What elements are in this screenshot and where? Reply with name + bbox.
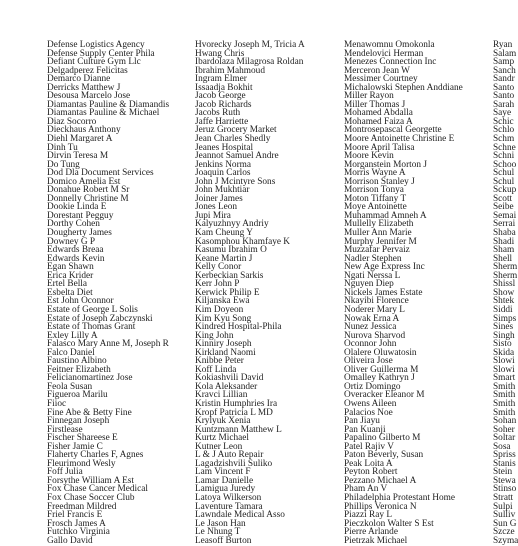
name-entry: Fleurimond Wesly [47, 458, 116, 469]
name-entry: Pham An V [344, 484, 388, 495]
name-entry: Saye [493, 108, 512, 119]
name-entry: Foff Julia [47, 467, 83, 478]
name-entry: Moton Tiffany T [344, 193, 407, 204]
name-entry: Shissl [493, 279, 516, 290]
name-entry: Sulpi [493, 501, 513, 512]
name-entry: Nurova Sharvod [344, 330, 406, 341]
name-entry: Szyma [493, 535, 518, 546]
name-entry: Jones Leon [195, 202, 238, 213]
name-entry: Singh [493, 330, 515, 341]
name-entry: Finnegan Joseph [47, 416, 110, 427]
name-entry: Sarah [493, 99, 515, 110]
name-entry: Kropf Patricia L MD [195, 407, 273, 418]
name-entry: Flaherty Charles F, Agnes [47, 450, 144, 461]
name-entry: Smith [493, 381, 516, 392]
name-entry: Shadi [493, 236, 515, 247]
name-entry: Morganstein Morton J [344, 159, 427, 170]
name-entry: Ortiz Domingo [344, 381, 401, 392]
name-entry: Feitner Elizabeth [47, 364, 111, 375]
name-entry: John Mukhtiar [195, 185, 250, 196]
name-entry: Sanch [493, 65, 516, 76]
name-entry: Nkayibi Florence [344, 296, 409, 307]
name-entry: Soher [493, 424, 515, 435]
name-entry: Pan Kuanji [344, 424, 386, 435]
name-entry: Est John Oconnor [47, 296, 114, 307]
name-entry: Dookie Linda E [47, 202, 107, 213]
name-entry: Serrai [493, 219, 516, 230]
name-entry: Moore April Talisa [344, 142, 415, 153]
name-entry: Schlo [493, 125, 515, 136]
name-entry: Sisto [493, 339, 512, 350]
name-entry: Pezzano Michael A [344, 475, 417, 486]
name-entry: Dougherty James [47, 228, 112, 239]
name-entry: Estate of Joseph Zabczynski [47, 313, 153, 324]
name-entry: Koff Linda [195, 364, 237, 375]
name-entry: Slowi [493, 364, 515, 375]
name-entry: Downey G P [47, 236, 96, 247]
name-entry: Kutner Leon [195, 441, 243, 452]
name-entry: Smart [493, 373, 516, 384]
name-entry: Lamar Danielle [195, 475, 254, 486]
name-entry: Jean Charles Shedly [195, 134, 271, 145]
name-entry: Jeannot Samuel Andre [195, 151, 279, 162]
name-entry: Mohamed Faiza A [344, 116, 413, 127]
name-entry: Delgadperez Felicitas [47, 65, 128, 76]
name-entry: Phillips Veronica N [344, 501, 417, 512]
name-entry: Dod Dla Document Services [47, 168, 154, 179]
name-entry: Peyton Robert [344, 467, 398, 478]
name-entry: Salam [493, 48, 517, 59]
name-entry: Demarco Dianne [47, 74, 111, 85]
name-entry: Lagadzishvili Suliko [195, 458, 273, 469]
name-entry: Issaadja Bokhit [195, 82, 253, 93]
name-entry: Defense Supply Center Phila [47, 48, 155, 59]
name-entry: Murphy Jennifer M [344, 236, 417, 247]
name-entry: Kerbeckian Sarkis [195, 270, 264, 281]
name-entry: Estate of George L Solis [47, 304, 138, 315]
name-entry: Keane Martin J [195, 253, 253, 264]
name-entry: Seibe [493, 202, 514, 213]
name-entry: Jeanes Hospital [195, 142, 254, 153]
name-entry: Nunez Jessica [344, 322, 397, 333]
name-entry: Kasomphou Khamfaye K [195, 236, 291, 247]
name-entry: Pieczkolon Walter S Est [344, 518, 434, 529]
name-entry: Dieckhaus Anthony [47, 125, 121, 136]
name-entry: Owens Aileen [344, 398, 397, 409]
name-entry: Sohan [493, 416, 517, 427]
name-entry: Overacker Eleanor M [344, 390, 425, 401]
name-entry: Pietrzak Michael [344, 535, 408, 546]
name-entry: Sandr [493, 74, 515, 85]
name-entry: King John [195, 330, 234, 341]
name-entry: Sckup [493, 185, 517, 196]
name-entry: Fox Chase Cancer Medical [47, 484, 148, 495]
name-entry: Sherm [493, 262, 518, 273]
name-entry: Jacob Richards [195, 99, 252, 110]
name-entry: Nadler Stephen [344, 253, 402, 264]
name-entry: Gallo David [47, 535, 93, 546]
name-entry: Schne [493, 142, 516, 153]
name-entry: Kerwick Philip E [195, 287, 260, 298]
name-column-4 [493, 41, 518, 545]
name-entry: Esbelta Diet [47, 287, 93, 298]
name-entry: Kam Cheung Y [195, 228, 254, 239]
name-entry: Muzzafar Pervaiz [344, 245, 410, 256]
name-entry: Smith [493, 407, 516, 418]
name-entry: Le Jason Han [195, 518, 246, 529]
name-entry: Menezes Connection Inc [344, 57, 437, 68]
name-entry: Michalowski Stephen Anddiane [344, 82, 463, 93]
name-entry: Morrison Stanley J [344, 176, 415, 187]
name-entry: Morrison Tonya [344, 185, 404, 196]
name-entry: Kristin Humphries Ira [195, 398, 278, 409]
name-entry: Schoo [493, 159, 517, 170]
name-entry: Moye Antoinette [344, 202, 407, 213]
name-entry: Omalley Kathryn J [344, 373, 415, 384]
name-entry: Ryan [493, 40, 513, 50]
name-entry: John J Mcintyre Sons [195, 176, 276, 187]
name-entry: Erica Krider [47, 270, 94, 281]
name-entry: Pan Jiayu [344, 416, 380, 427]
name-entry: Kim Kyu Song [195, 313, 252, 324]
name-entry: Morris Wayne A [344, 168, 406, 179]
name-entry: Exley Lilly A [47, 330, 98, 341]
name-entry: Kiljanska Ewa [195, 296, 250, 307]
name-entry: Do Tung [47, 159, 80, 170]
name-entry: Schul [493, 176, 515, 187]
name-entry: Shtek [493, 296, 515, 307]
name-entry: Dirvin Teresa M [47, 151, 109, 162]
name-entry: Ibrahim Mahmoud [195, 65, 265, 76]
name-entry: Laventure Tamara [195, 501, 263, 512]
name-entry: Diamantas Pauline & Diamandis [47, 99, 170, 110]
name-entry: Firstlease [47, 424, 83, 435]
name-entry: Frosch James A [47, 518, 106, 529]
name-entry: Mendelovici Herman [344, 48, 424, 59]
name-entry: Ngati Nerssa L [344, 270, 401, 281]
name-entry: Muller Ann Marie [344, 228, 412, 239]
name-entry: Peak Loita A [344, 458, 393, 469]
name-entry: Santo [493, 91, 515, 102]
name-entry: Semai [493, 210, 517, 221]
name-entry: Fisher Jamie C [47, 441, 103, 452]
name-entry: Dorestant Pegguy [47, 210, 114, 221]
name-entry: Ertel Bella [47, 279, 88, 290]
name-entry: Leasoff Burton [195, 535, 252, 546]
name-entry: Sham [493, 245, 515, 256]
name-entry: Slowi [493, 356, 515, 367]
name-entry: New Age Express Inc [344, 262, 425, 273]
name-entry: Kerr John P [195, 279, 240, 290]
name-entry: Jacobs Ruth [195, 108, 241, 119]
name-entry: Fiioc [47, 398, 67, 409]
name-column-1 [47, 41, 169, 545]
name-entry: Stratt [493, 492, 514, 503]
name-entry: Hvorecky Joseph M, Tricia A [195, 40, 305, 50]
name-entry: Oliver Guillerma M [344, 364, 419, 375]
name-entry: Jenkins Norma [195, 159, 252, 170]
name-entry: Derricks Matthew J [47, 82, 121, 93]
name-entry: Paton Beverly, Susan [344, 450, 424, 461]
name-entry: Spriss [493, 450, 516, 461]
name-entry: Sherm [493, 270, 518, 281]
name-entry: Fox Chase Soccer Club [47, 492, 135, 503]
name-entry: Lamigua Juredy [195, 484, 256, 495]
name-entry: Piazzi Ray L [344, 510, 393, 521]
name-entry: Oconnor John [344, 339, 397, 350]
name-entry: Diehl Margaret A [47, 134, 113, 145]
name-entry: Schm [493, 134, 515, 145]
name-entry: Schic [493, 116, 514, 127]
name-entry: Siddi [493, 304, 513, 315]
name-entry: Stanis [493, 458, 516, 469]
name-entry: Donahue Robert M Sr [47, 185, 130, 196]
name-entry: Kasumu Ibrahim O [195, 245, 267, 256]
name-entry: Feola Susan [47, 381, 93, 392]
name-entry: Stewa [493, 475, 516, 486]
name-entry: Diamantas Pauline & Michael [47, 108, 160, 119]
name-entry: Soltar [493, 433, 516, 444]
name-entry: Pierre Arlande [344, 527, 398, 538]
name-entry: Felicianomartinez Jose [47, 373, 133, 384]
name-entry: Forsythe William A Est [47, 475, 135, 486]
name-entry: Messimer Courtney [344, 74, 418, 85]
name-entry: Miller Rayon [344, 91, 394, 102]
name-entry: Merceron Jean W [344, 65, 410, 76]
name-entry: Jacob George [195, 91, 246, 102]
name-entry: Philadelphia Protestant Home [344, 492, 456, 503]
name-entry: Sun G [493, 518, 517, 529]
name-entry: Kurtz Michael [195, 433, 249, 444]
name-entry: Dorthy Cohen [47, 219, 100, 230]
name-entry: Papalino Gilberto M [344, 433, 421, 444]
name-entry: Diaz Socorro [47, 116, 97, 127]
name-entry: Friel Francis E [47, 510, 103, 521]
name-entry: Defense Logistics Agency [47, 40, 145, 50]
name-entry: Nowak Erna A [344, 313, 400, 324]
name-entry: Kelly Conor [195, 262, 242, 273]
name-entry: Simps [493, 313, 517, 324]
name-entry: Skida [493, 347, 515, 358]
name-column-2 [195, 41, 305, 545]
name-entry: Joiner James [195, 193, 243, 204]
name-entry: Mullelly Elizabeth [344, 219, 414, 230]
name-entry: Stinso [493, 484, 517, 495]
name-entry: Sosa [493, 441, 511, 452]
name-entry: Moore Antoinette Christine E [344, 134, 455, 145]
name-entry: Mohamed Abdalla [344, 108, 413, 119]
name-entry: Fine Abe & Betty Fine [47, 407, 132, 418]
name-entry: Jupi Mira [195, 210, 231, 221]
name-entry: Falco Daniel [47, 347, 95, 358]
name-entry: Noderer Mary L [344, 304, 405, 315]
name-entry: Shaba [493, 228, 516, 239]
name-entry: Desousa Marcelo Jose [47, 91, 131, 102]
name-entry: Schul [493, 168, 515, 179]
name-entry: Ingram Elmer [195, 74, 247, 85]
name-column-3 [344, 41, 463, 545]
name-entry: Egan Shawn [47, 262, 94, 273]
name-entry: Dinh Tu [47, 142, 78, 153]
name-entry: Kinniry Joseph [195, 339, 252, 350]
name-entry: Kuntzmann Matthew L [195, 424, 282, 435]
name-entry: Falasco Mary Anne M, Joseph R [47, 339, 169, 350]
name-entry: Defiant Culture Gym Llc [47, 57, 141, 68]
name-entry: Kola Aleksander [195, 381, 258, 392]
name-entry: Smith [493, 398, 516, 409]
name-entry: Knibbe Peter [195, 356, 244, 367]
name-entry: Sines [493, 322, 514, 333]
name-entry: Muhammad Amneh A [344, 210, 427, 221]
name-entry: Kalyuzhnyy Andriy [195, 219, 269, 230]
name-entry: Lawndale Medical Asso [195, 510, 285, 521]
name-entry: Latoya Wilkerson [195, 492, 262, 503]
name-entry: Scott [493, 193, 513, 204]
name-entry: Futchko Virginia [47, 527, 110, 538]
name-entry: Lam Vincent F [195, 467, 251, 478]
name-entry: Menawomnu Omokonla [344, 40, 435, 50]
name-entry: Oliveira Jose [344, 356, 393, 367]
name-entry: Smith [493, 390, 516, 401]
name-entry: L & J Auto Repair [195, 450, 264, 461]
name-entry: Stein [493, 467, 513, 478]
name-entry: Patel Rajiv V [344, 441, 394, 452]
name-entry: Montrosepascal Georgette [344, 125, 442, 136]
name-entry: Edwards Breaa [47, 245, 104, 256]
name-entry: Freedman Mildred [47, 501, 117, 512]
name-entry: Show [493, 287, 515, 298]
name-entry: Santo [493, 82, 515, 93]
name-entry: Nickels James Estate [344, 287, 423, 298]
name-entry: Estate of Thomas Grant [47, 322, 136, 333]
name-entry: Olalere Oluwatosin [344, 347, 417, 358]
name-entry: Samp [493, 57, 515, 68]
name-entry: Donnelly Christine M [47, 193, 129, 204]
name-entry: Domico Amelia Est [47, 176, 121, 187]
name-entry: Kokiashvili David [195, 373, 264, 384]
name-entry: Miller Thomas J [344, 99, 406, 110]
name-entry: Hwang Chris [195, 48, 245, 59]
name-entry: Fischer Shareese E [47, 433, 118, 444]
name-entry: Moore Kevin [344, 151, 394, 162]
name-entry: Krylyuk Xenia [195, 416, 251, 427]
name-entry: Kirkland Naomi [195, 347, 256, 358]
name-entry: Schni [493, 151, 515, 162]
name-entry: Nguyen Diep [344, 279, 394, 290]
name-entry: Kim Doyeon [195, 304, 244, 315]
name-entry: Shell [493, 253, 513, 264]
name-entry: Sulliv [493, 510, 516, 521]
name-entry: Kravci Lillian [195, 390, 248, 401]
name-entry: Jaffe Harriette [195, 116, 249, 127]
name-entry: Palacios Noe [344, 407, 393, 418]
name-entry: Figueroa Marilu [47, 390, 108, 401]
name-entry: Szcze [493, 527, 515, 538]
name-entry: Kindred Hospital-Phila [195, 322, 282, 333]
name-entry: Edwards Kevin [47, 253, 105, 264]
name-entry: Joaquin Carlos [195, 168, 251, 179]
name-entry: Faustino Albino [47, 356, 107, 367]
name-entry: Ibardolaza Milagrosa Roldan [195, 57, 304, 68]
name-entry: Jeruz Grocery Market [195, 125, 277, 136]
name-entry: Le Nhung T [195, 527, 241, 538]
